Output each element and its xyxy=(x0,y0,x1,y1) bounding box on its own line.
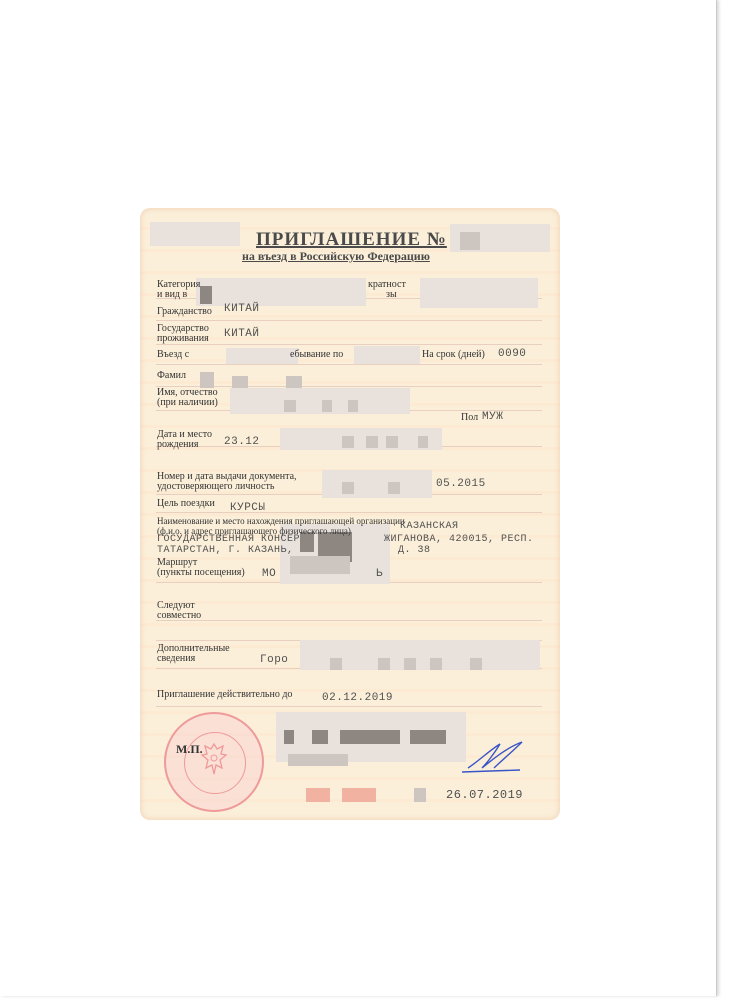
label-visa: зы xyxy=(386,289,397,300)
label-mp: М.П. xyxy=(176,742,203,756)
signature xyxy=(460,738,530,778)
label-stay: ебывание по xyxy=(290,349,344,360)
label-term: На срок (дней) xyxy=(422,349,485,360)
label-name: Имя, отчество xyxy=(157,387,218,398)
label-sex: Пол xyxy=(461,412,479,423)
value-sex: МУЖ xyxy=(482,411,504,423)
label-organization-2: (ф.и.о. и адрес приглашающего физического лица) xyxy=(157,526,351,536)
label-category: Категория xyxy=(157,279,201,290)
value-org-line3b: Д. 38 xyxy=(398,545,431,556)
label-organization: Наименование и место нахождения приглашающей организации xyxy=(157,516,405,526)
label-follow-2: совместно xyxy=(157,610,202,621)
document-title: ПРИГЛАШЕНИЕ № xyxy=(256,229,447,250)
value-state: КИТАЙ xyxy=(224,328,260,340)
value-purpose: КУРСЫ xyxy=(230,502,266,514)
value-org-line2a: ГОСУДАРСТВЕННАЯ КОНСЕР xyxy=(157,534,301,545)
label-name-2: (при наличии) xyxy=(157,397,218,408)
label-follow: Следуют xyxy=(157,600,195,611)
label-document: Номер и дата выдачи документа, xyxy=(157,471,297,482)
label-citizenship: Гражданство xyxy=(157,306,212,317)
value-org-line2b: ЖИГАНОВА, 420015, РЕСП. xyxy=(384,534,534,545)
eagle-emblem-icon xyxy=(198,740,230,780)
value-birth-date: 23.12 xyxy=(224,436,260,448)
value-extra: Горо xyxy=(260,654,289,666)
label-extra-2: сведения xyxy=(157,653,196,664)
label-route: Маршрут xyxy=(157,557,198,568)
label-state-2: проживания xyxy=(157,333,209,344)
label-valid-until: Приглашение действительно до xyxy=(157,689,293,700)
value-term: 0090 xyxy=(498,348,527,360)
label-route-2: (пункты посещения) xyxy=(157,567,245,578)
official-seal xyxy=(164,712,264,812)
label-birth-2: рождения xyxy=(157,439,199,450)
value-valid-until: 02.12.2019 xyxy=(322,692,394,704)
label-purpose: Цель поездки xyxy=(157,498,215,509)
label-surname: Фамил xyxy=(157,370,187,381)
document-subtitle: на въезд в Российскую Федерацию xyxy=(242,249,430,263)
value-route-b: Ь xyxy=(376,568,384,580)
value-org-line3a: ТАТАРСТАН, Г. КАЗАНЬ, xyxy=(157,545,294,556)
label-state: Государство xyxy=(157,323,209,334)
value-org-line1: КАЗАНСКАЯ xyxy=(400,521,459,532)
label-document-2: удостоверяющего личность xyxy=(157,481,275,492)
value-document-date: 05.2015 xyxy=(436,478,486,490)
label-category-2: и вид в xyxy=(157,289,188,300)
label-multiplicity: кратност xyxy=(368,279,406,290)
value-citizenship: КИТАЙ xyxy=(224,303,260,315)
label-birth: Дата и место xyxy=(157,429,212,440)
value-issue-date: 26.07.2019 xyxy=(446,788,524,802)
value-route-a: МО xyxy=(262,568,277,580)
label-extra: Дополнительные xyxy=(157,643,230,654)
label-entry: Въезд с xyxy=(157,349,190,360)
